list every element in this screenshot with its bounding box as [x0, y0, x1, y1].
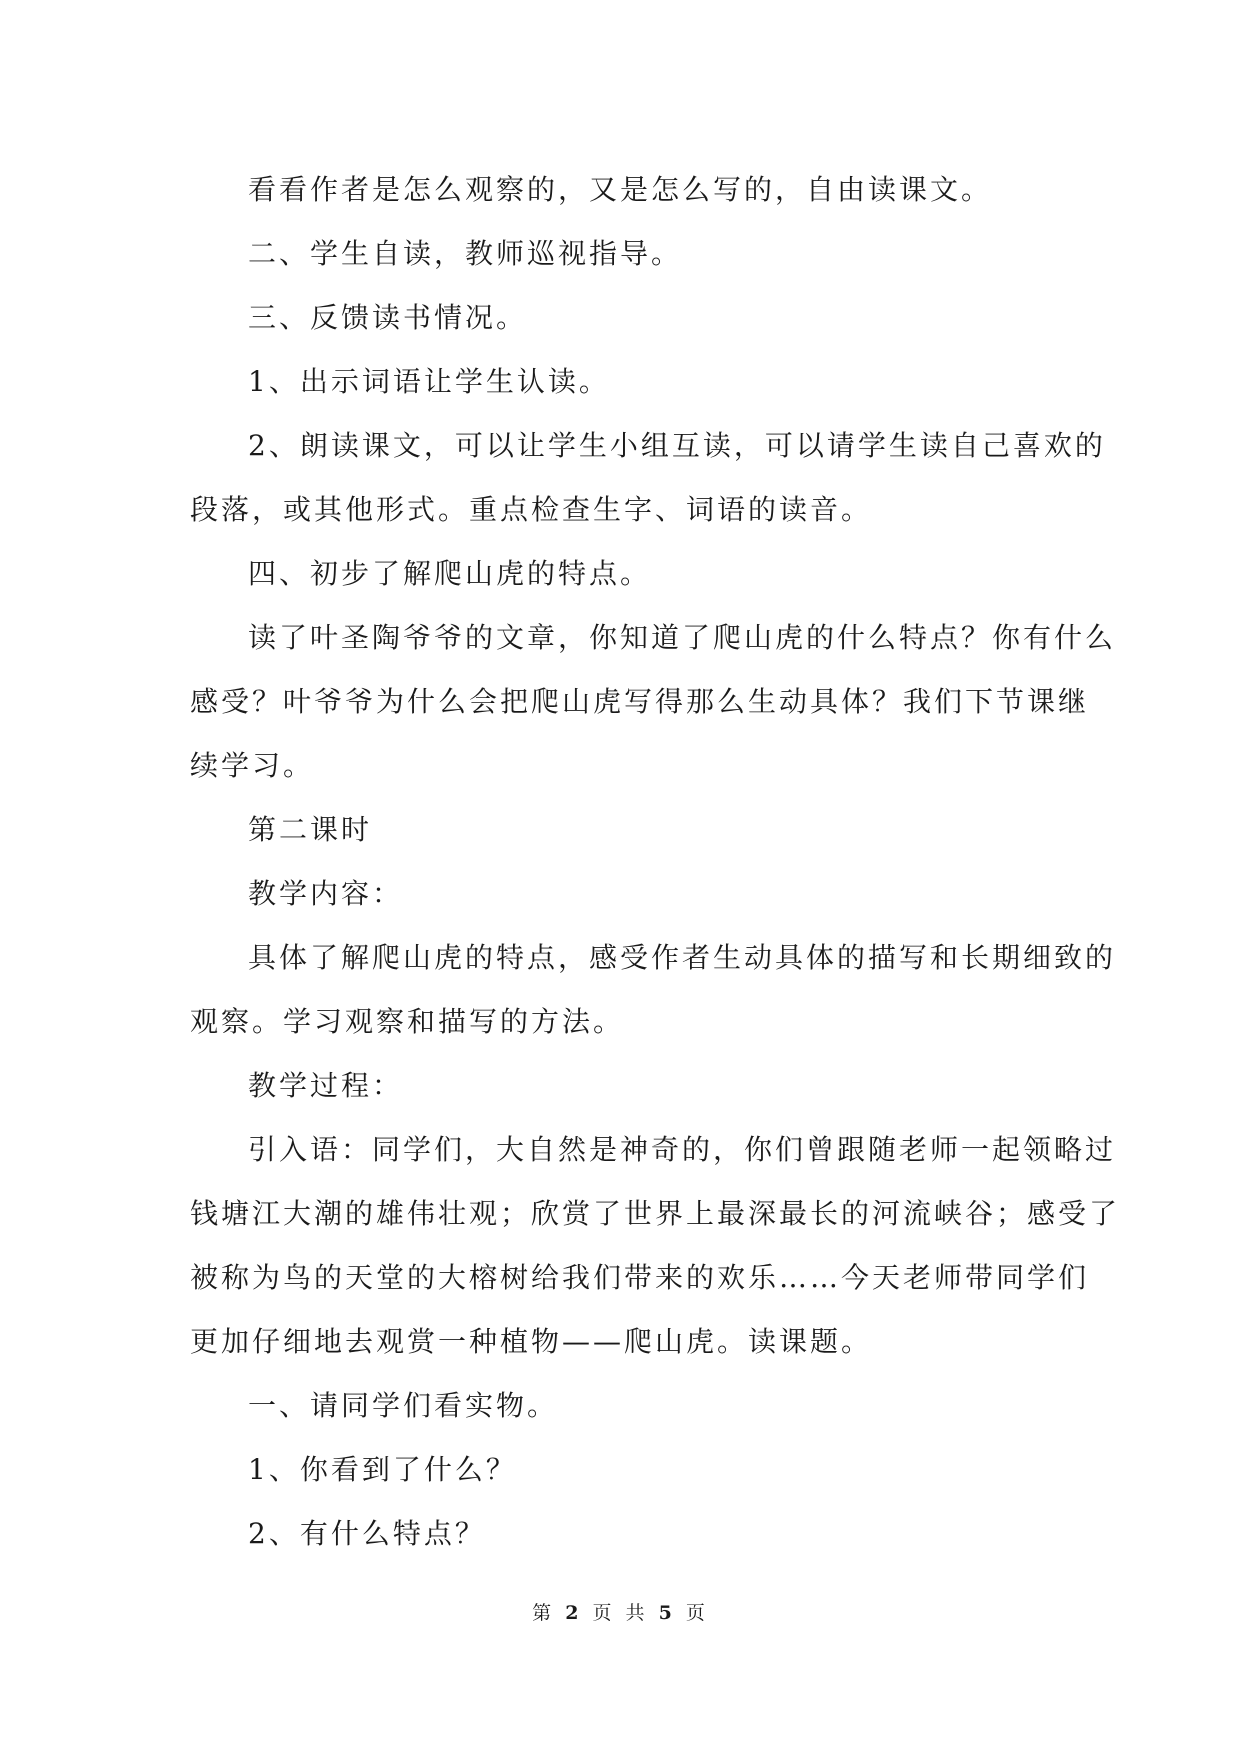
- current-page-number: 2: [565, 1602, 583, 1624]
- paragraph-line-15: 教学过程：: [248, 1069, 404, 1102]
- paragraph-line-16: 引入语：同学们，大自然是神奇的，你们曾跟随老师一起领略过: [248, 1133, 1117, 1166]
- paragraph-line-3: 三、反馈读书情况。: [248, 301, 528, 334]
- paragraph-line-8: 读了叶圣陶爷爷的文章，你知道了爬山虎的什么特点？你有什么: [248, 621, 1117, 654]
- paragraph-line-1: 看看作者是怎么观察的，又是怎么写的，自由读课文。: [248, 173, 993, 206]
- paragraph-line-12: 教学内容：: [248, 877, 404, 910]
- paragraph-line-4: 1、出示词语让学生认读。: [248, 365, 610, 398]
- paragraph-line-13: 具体了解爬山虎的特点，感受作者生动具体的描写和长期细致的: [248, 941, 1117, 974]
- paragraph-line-2: 二、学生自读，教师巡视指导。: [248, 237, 683, 270]
- paragraph-line-6: 段落，或其他形式。重点检查生字、词语的读音。: [190, 493, 873, 526]
- paragraph-line-5: 2、朗读课文，可以让学生小组互读，可以请学生读自己喜欢的: [248, 429, 1106, 462]
- paragraph-line-10: 续学习。: [190, 749, 315, 782]
- paragraph-line-22: 2、有什么特点？: [248, 1517, 486, 1550]
- paragraph-line-7: 四、初步了解爬山虎的特点。: [248, 557, 652, 590]
- paragraph-line-20: 一、请同学们看实物。: [248, 1389, 559, 1422]
- paragraph-line-17: 钱塘江大潮的雄伟壮观；欣赏了世界上最深最长的河流峡谷；感受了: [190, 1197, 1121, 1230]
- paragraph-line-21: 1、你看到了什么？: [248, 1453, 517, 1486]
- page-footer: [0, 1598, 1241, 1625]
- page-label-suffix: 页: [685, 1602, 709, 1624]
- paragraph-line-18: 被称为鸟的天堂的大榕树给我们带来的欢乐……今天老师带同学们: [190, 1261, 1090, 1294]
- paragraph-line-19: 更加仔细地去观赏一种植物——爬山虎。读课题。: [190, 1325, 873, 1358]
- page-label-prefix: 第: [532, 1602, 556, 1624]
- paragraph-line-9: 感受？叶爷爷为什么会把爬山虎写得那么生动具体？我们下节课继: [190, 685, 1090, 718]
- section-heading-line: 第二课时: [248, 813, 373, 846]
- total-pages-number: 5: [658, 1602, 676, 1624]
- paragraph-line-14: 观察。学习观察和描写的方法。: [190, 1005, 625, 1038]
- page-label-middle: 页 共: [592, 1602, 649, 1624]
- document-body: [190, 158, 1121, 1566]
